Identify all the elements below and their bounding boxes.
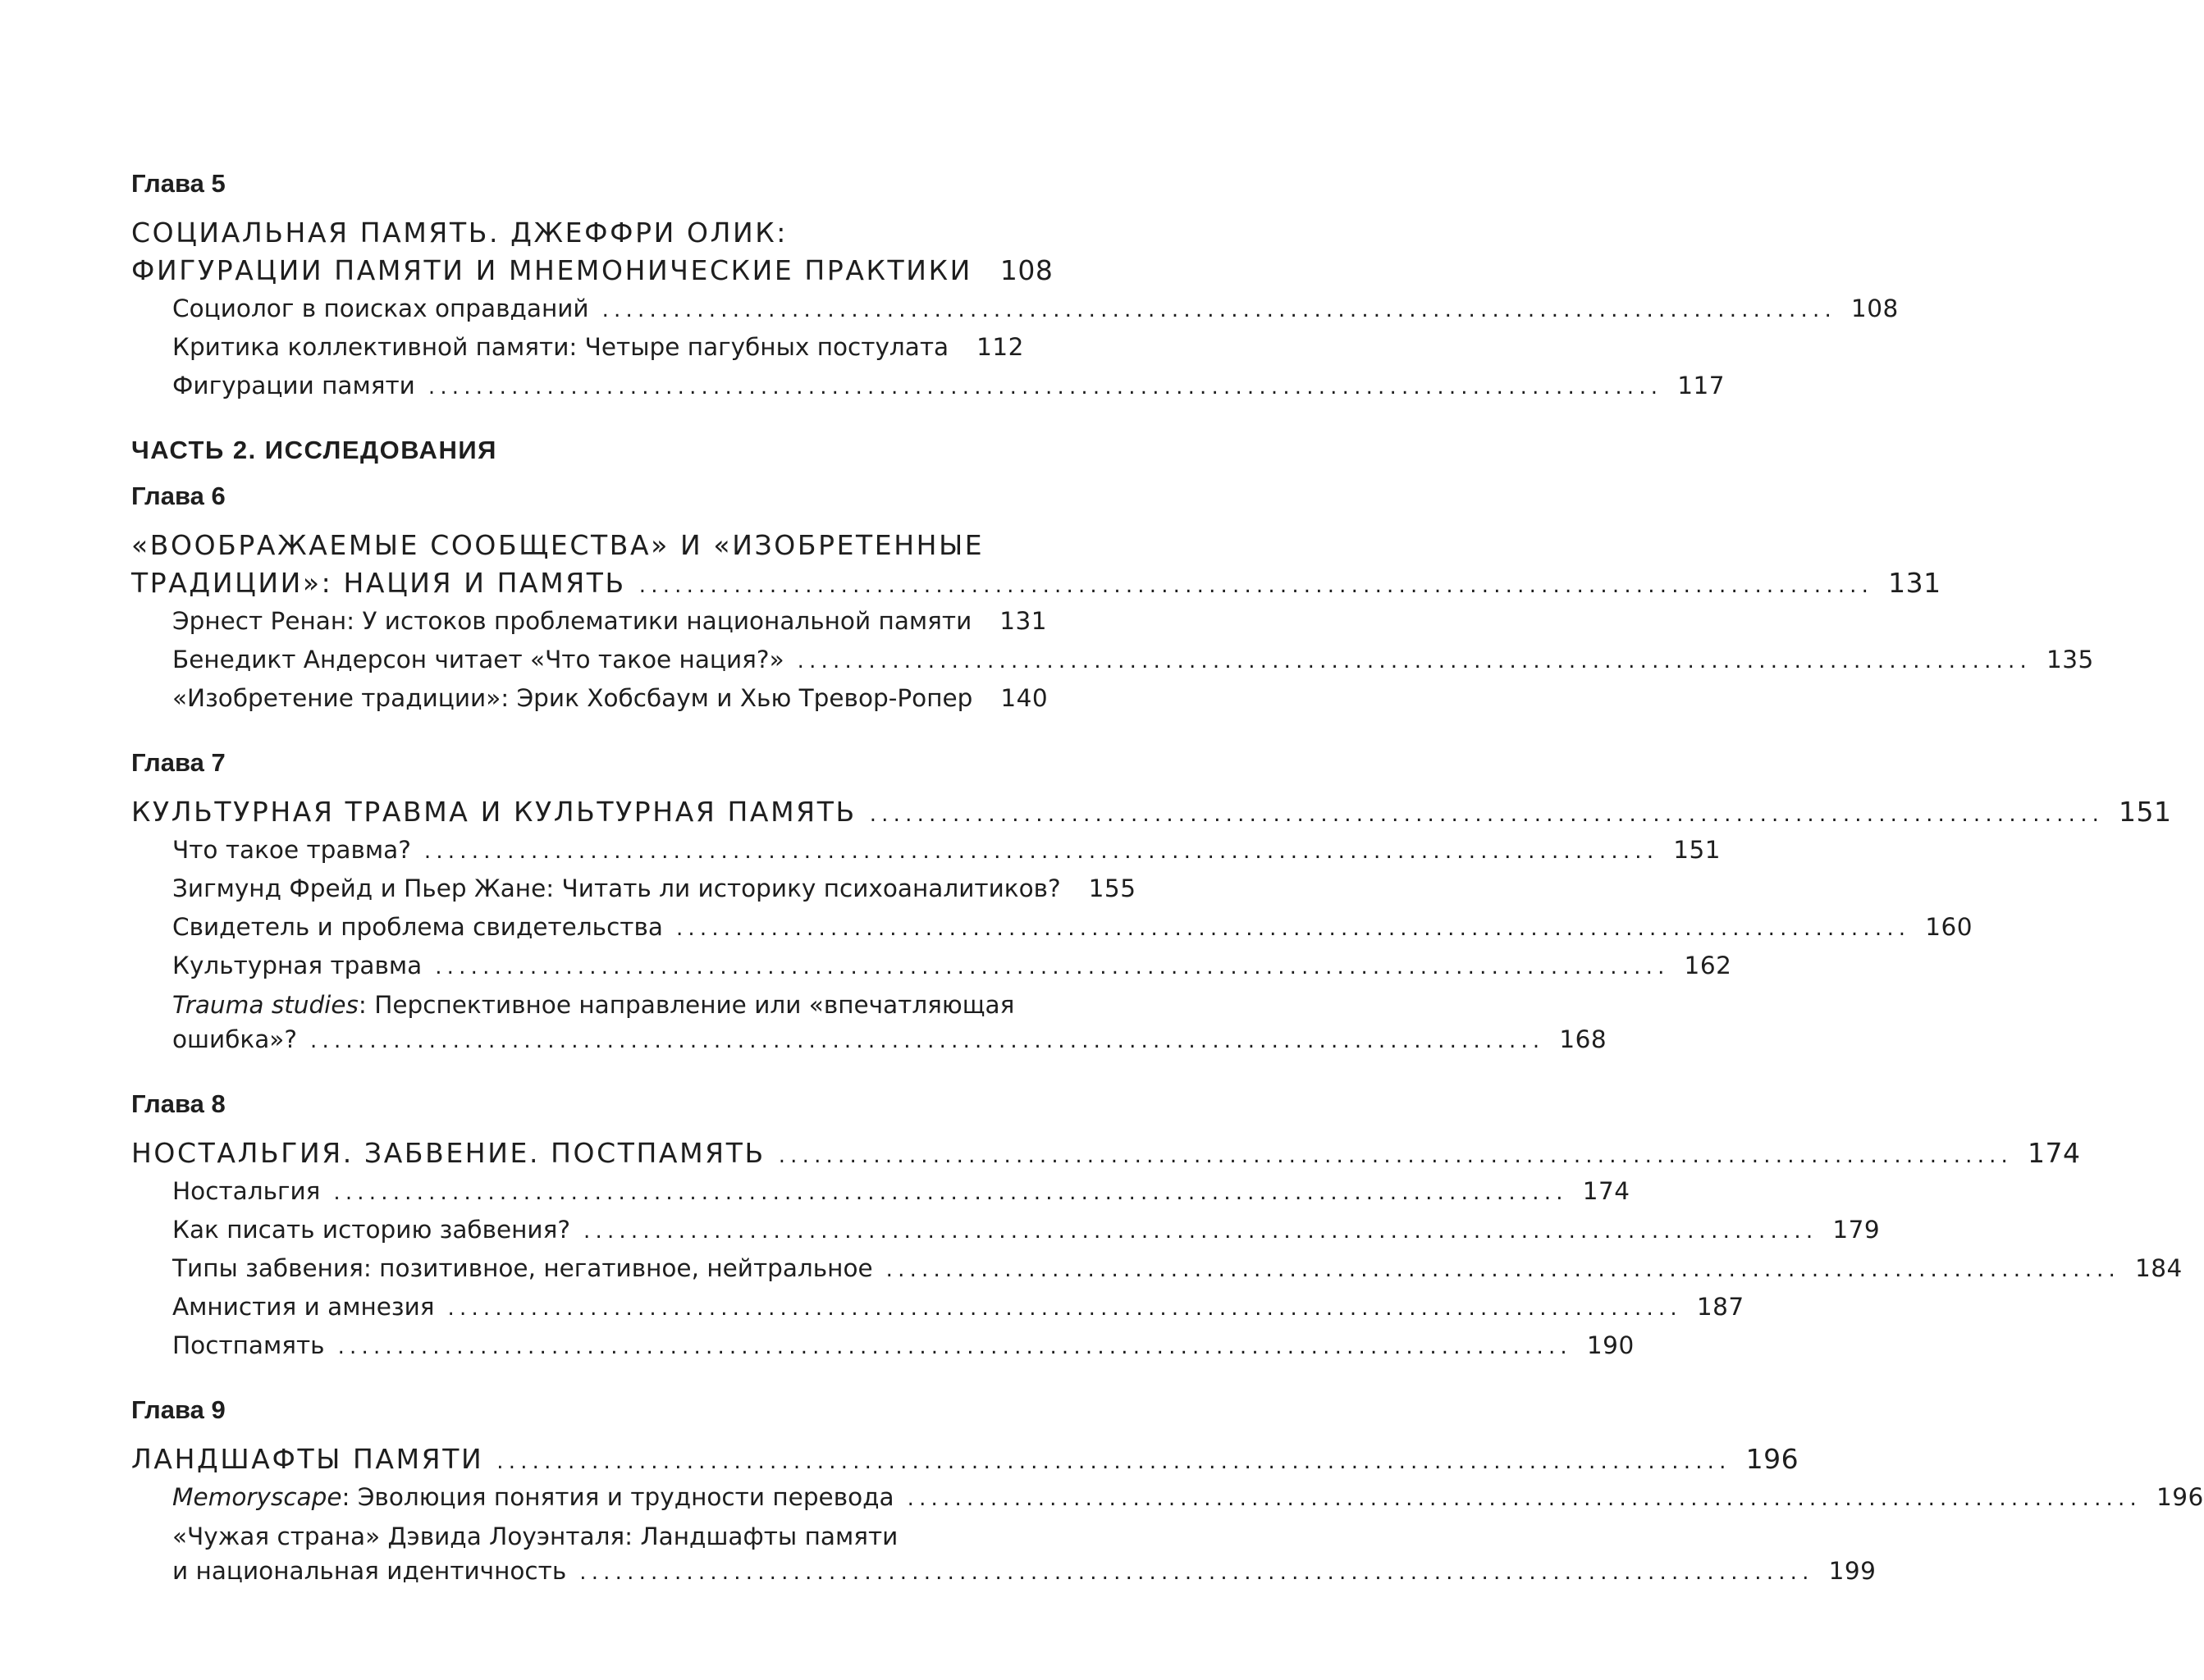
chapter-title: НОСТАЛЬГИЯ. ЗАБВЕНИЕ. ПОСТПАМЯТЬ ........................................................................................................ 174	[131, 1134, 1013, 1172]
chapter-label: Глава 5	[131, 169, 226, 198]
section-title: «Чужая страна» Дэвида Лоуэнталя: Ландшафты памяти	[172, 1522, 899, 1550]
section-title: Как писать историю забвения?	[172, 1216, 571, 1244]
chapter-title-line: ФИГУРАЦИИ ПАМЯТИ И МНЕМОНИЧЕСКИЕ ПРАКТИКИ	[131, 254, 972, 286]
chapter-title: КУЛЬТУРНАЯ ТРАВМА И КУЛЬТУРНАЯ ПАМЯТЬ ........................................................................................................ 151	[131, 793, 1013, 831]
section-title: Что такое травма?	[172, 836, 411, 864]
page-number: 190	[1586, 1331, 1635, 1359]
section-title-italic: Memoryscape	[172, 1483, 342, 1511]
section-title: : Эволюция понятия и трудности перевода	[341, 1483, 894, 1511]
section-entry	[172, 870, 1136, 908]
page-number: 135	[2046, 646, 2094, 673]
chapter-title-line: ТРАДИЦИИ»: НАЦИЯ И ПАМЯТЬ	[131, 567, 626, 599]
page-number: 196	[2156, 1483, 2204, 1511]
page-number: 112	[976, 333, 1024, 361]
table-of-contents	[131, 168, 2204, 1620]
chapter-title-line: КУЛЬТУРНАЯ ТРАВМА И КУЛЬТУРНАЯ ПАМЯТЬ	[131, 796, 857, 828]
section-title: Фигурации памяти	[172, 372, 415, 399]
section-entry: Как писать историю забвения? ........................................................................................................ 179	[172, 1211, 1013, 1249]
section-list	[131, 1478, 2204, 1591]
section-list	[131, 1172, 2183, 1365]
section-title: Критика коллективной памяти: Четыре пагубных постулата	[172, 333, 949, 361]
chapter-label: Глава 9	[131, 1395, 226, 1424]
section-entry: Культурная травма ........................................................................................................ 162	[172, 947, 1013, 985]
section-title: Ностальгия	[172, 1177, 321, 1205]
chapter-label: Глава 8	[131, 1089, 226, 1118]
section-title: Свидетель и проблема свидетельства	[172, 913, 663, 941]
chapter-label: Глава 7	[131, 748, 226, 777]
page-number: 151	[1673, 836, 1721, 864]
page-number: 117	[1677, 372, 1725, 399]
section-list	[131, 602, 2094, 718]
section-title: Зигмунд Фрейд и Пьер Жане: Читать ли историку психоаналитиков?	[172, 874, 1061, 902]
chapter-label: Глава 6	[131, 482, 226, 510]
chapter-title-line: НОСТАЛЬГИЯ. ЗАБВЕНИЕ. ПОСТПАМЯТЬ	[131, 1137, 766, 1169]
section-entry: Социолог в поисках оправданий ........................................................................................................ 108	[172, 290, 1013, 328]
chapter-title-line: ЛАНДШАФТЫ ПАМЯТИ	[131, 1443, 484, 1475]
page-number: 187	[1696, 1293, 1744, 1321]
page-number: 168	[1559, 1025, 1607, 1053]
chapter-5	[131, 168, 1899, 405]
page-number: 160	[1925, 913, 1973, 941]
chapter-7	[131, 747, 2172, 1059]
page-number: 155	[1088, 874, 1136, 902]
section-title: Постпамять	[172, 1331, 325, 1359]
page-number: 131	[1888, 567, 1941, 599]
page-number: 174	[2028, 1137, 2081, 1169]
section-title: Эрнест Ренан: У истоков проблематики национальной памяти	[172, 607, 972, 635]
section-title: : Перспективное направление или «впечатляющая	[358, 991, 1015, 1019]
section-title: Амнистия и амнезия	[172, 1293, 435, 1321]
section-entry: Бенедикт Андерсон читает «Что такое нация?» ........................................................................................................ 135	[172, 641, 1013, 679]
chapter-9	[131, 1395, 2204, 1591]
section-title: Социолог в поисках оправданий	[172, 294, 589, 322]
section-entry	[172, 602, 1048, 641]
section-entry: Что такое травма? ........................................................................................................ 151	[172, 831, 1013, 870]
chapter-title: «ВООБРАЖАЕМЫЕ СООБЩЕСТВА» И «ИЗОБРЕТЕННЫЕ ТРАДИЦИИ»: НАЦИЯ И ПАМЯТЬ ........................................................................................................ 131	[131, 527, 1013, 602]
section-entry: Амнистия и амнезия ........................................................................................................ 187	[172, 1288, 1013, 1326]
section-list	[131, 831, 1973, 1059]
chapter-8	[131, 1089, 2183, 1365]
section-title-italic: Trauma studies	[172, 991, 359, 1019]
section-title: Культурная травма	[172, 952, 423, 979]
section-entry	[172, 328, 1024, 367]
page-number: 108	[1850, 294, 1899, 322]
part-heading: ЧАСТЬ 2. ИССЛЕДОВАНИЯ	[131, 436, 497, 464]
page-number: 131	[999, 607, 1048, 635]
chapter-title-line: СОЦИАЛЬНАЯ ПАМЯТЬ. ДЖЕФФРИ ОЛИК:	[131, 217, 789, 249]
page-number: 108	[999, 254, 1054, 286]
section-entry: Свидетель и проблема свидетельства ........................................................................................................ 160	[172, 908, 1013, 947]
section-entry: Trauma studies: Перспективное направление или «впечатляющая ошибка»? ........................................................................................................ 168	[172, 989, 1013, 1059]
section-title: Типы забвения: позитивное, негативное, нейтральное	[172, 1254, 873, 1282]
chapter-title: ЛАНДШАФТЫ ПАМЯТИ ........................................................................................................ 196	[131, 1440, 1013, 1478]
section-entry	[172, 679, 1049, 718]
section-entry: Memoryscape: Эволюция понятия и трудности перевода ........................................................................................................ 196	[172, 1478, 1013, 1517]
page-number: 151	[2119, 796, 2172, 828]
page-number: 184	[2134, 1254, 2183, 1282]
section-entry: «Чужая страна» Дэвида Лоуэнталя: Ландшафты памяти и национальная идентичность ........................................................................................................ 199	[172, 1521, 1013, 1591]
section-entry: Типы забвения: позитивное, негативное, нейтральное ........................................................................................................ 184	[172, 1249, 1013, 1288]
chapter-6	[131, 481, 2094, 718]
section-entry: Постпамять ........................................................................................................ 190	[172, 1326, 1013, 1365]
section-list	[131, 290, 1899, 405]
section-title: «Изобретение традиции»: Эрик Хобсбаум и Хью Тревор-Ропер	[172, 684, 973, 712]
section-entry: Фигурации памяти ........................................................................................................ 117	[172, 367, 1013, 405]
page-number: 199	[1828, 1557, 1877, 1585]
page-number: 196	[1745, 1443, 1799, 1475]
section-entry: Ностальгия ........................................................................................................ 174	[172, 1172, 1013, 1211]
chapter-title	[131, 214, 1054, 290]
chapter-title-line: «ВООБРАЖАЕМЫЕ СООБЩЕСТВА» И «ИЗОБРЕТЕННЫЕ	[131, 529, 985, 561]
page-number: 140	[1000, 684, 1049, 712]
section-title: и национальная идентичность	[172, 1557, 567, 1585]
page-number: 179	[1832, 1216, 1881, 1244]
section-title: Бенедикт Андерсон читает «Что такое нация?»	[172, 646, 784, 673]
section-title: ошибка»?	[172, 1025, 298, 1053]
page-number: 174	[1582, 1177, 1630, 1205]
page-number: 162	[1684, 952, 1732, 979]
